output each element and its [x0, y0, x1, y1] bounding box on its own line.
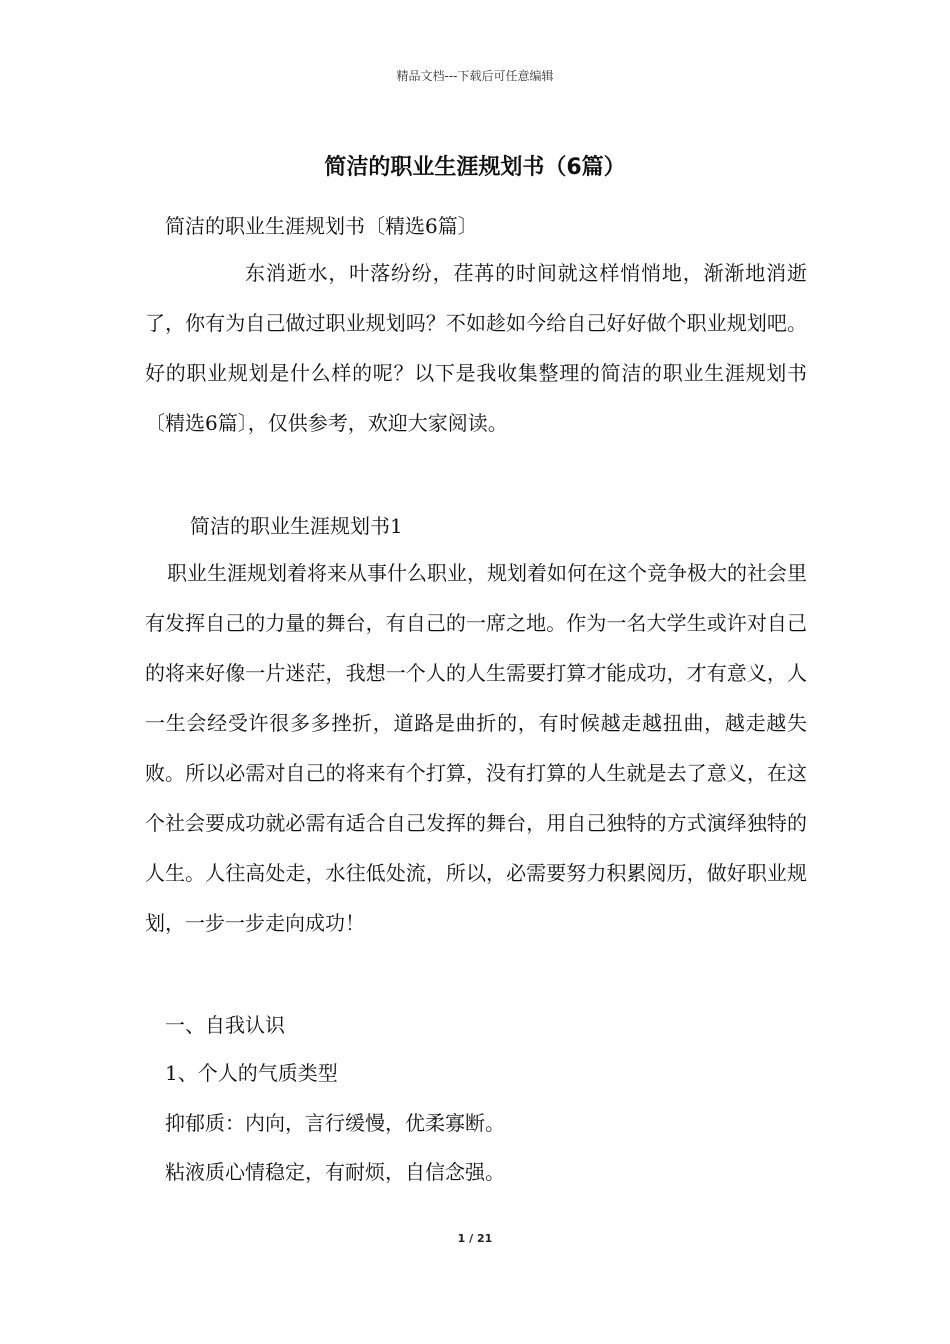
- text-line-phlegmatic: 粘液质心情稳定，有耐烦，自信念强。: [165, 1160, 505, 1184]
- section-heading-self-awareness: 一、自我认识: [165, 1013, 285, 1037]
- body-paragraph: 职业生涯规划着将来从事什么职业，规划着如何在这个竞争极大的社会里有发挥自己的力量的舞台，有自己的一席之地。作为一名大学生或许对自己的将来好像一片迷茫，我想一个人的人生需要打算才能成功，才有意义，人一生会经受许很多多挫折，道路是曲折的，有时候越走越扭曲，越走越失败。所以必需对自己的将来有个打算，没有打算的人生就是去了意义，在这个社会要成功就必需有适合自己发挥的舞台，用自己独特的方式演绎独特的人生。人往高处走，水往低处流，所以，必需要努力积累阅历，做好职业规划，一步一步走向成功！: [145, 561, 807, 935]
- header-note: 精品文档---下载后可任意编辑: [396, 69, 554, 83]
- document-title: 简洁的职业生涯规划书（6篇）: [324, 155, 626, 180]
- text-line-melancholic: 抑郁质：内向，言行缓慢，优柔寡断。: [165, 1111, 505, 1135]
- subheading-temperament: 1、个人的气质类型: [165, 1061, 338, 1085]
- intro-paragraph: 东消逝水，叶落纷纷，荏苒的时间就这样悄悄地，渐渐地消逝了，你有为自己做过职业规划吗？不如趁如今给自己好好做个职业规划吧。好的职业规划是什么样的呢？以下是我收集整理的简洁的职业生涯规划书〔精选6篇〕，仅供参考，欢迎大家阅读。: [145, 261, 807, 435]
- document-subtitle: 简洁的职业生涯规划书〔精选6篇〕: [165, 214, 478, 238]
- page-number: 1 / 21: [457, 1232, 493, 1245]
- section-heading: 简洁的职业生涯规划书1: [190, 514, 403, 538]
